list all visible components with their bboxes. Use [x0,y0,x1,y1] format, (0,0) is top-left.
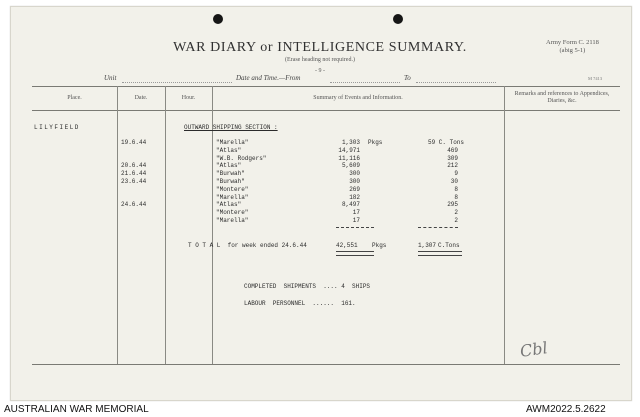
subtotal-rule-tons [418,227,458,228]
column-header-hour: Hour. [181,95,196,101]
row-tons: 2 [454,217,458,224]
row-tons: 9 [454,170,458,178]
column-divider [117,86,118,364]
row-date: 20.6.44 [121,162,147,170]
row-packages: 300 [349,178,360,185]
row-date: 23.6.44 [121,178,147,185]
row-date: 24.6.44 [121,201,147,209]
total-pkgs-unit: Pkgs [372,242,387,249]
footer-reference: AWM2022.5.2622 [526,404,606,415]
row-packages: 269 [349,185,360,193]
row-tons: 8 [454,185,458,193]
unit-line [122,82,232,83]
row-packages: 5,609 [341,162,360,170]
row-ship: "W.B. Rodgers" [216,154,267,162]
row-packages: 8,497 [341,201,360,209]
officer-signature: Cbl [518,338,549,361]
row-packages-unit: Pkgs [368,139,383,146]
form-title: WAR DIARY or INTELLIGENCE SUMMARY. [173,40,467,55]
completed-shipments: COMPLETED SHIPMENTS .... 4 SHIPS [244,283,371,290]
column-header-date: Date. [134,95,148,101]
table-top-rule [32,86,620,87]
row-ship: "Marella" [216,139,249,146]
row-ship: "Burwah" [216,178,245,185]
table-header-rule [32,110,620,111]
form-subtitle: (Erase heading not required.) [285,57,355,63]
punch-hole [393,14,403,24]
from-line [330,82,400,83]
row-ship: "Marella" [216,193,249,201]
row-ship: "Atlas" [216,162,242,170]
row-tons: 469 [447,146,458,154]
column-divider [504,86,505,364]
row-packages: 17 [352,217,360,224]
row-ship: "Marella" [216,217,249,224]
row-ship: "Montere" [216,185,249,193]
punch-hole [213,14,223,24]
row-packages: 1,303 [341,139,360,146]
column-header-remarks: Remarks and references to Appendices, Diaries, &c. [514,91,610,104]
total-tons-unit: C.Tons [438,242,460,249]
total-tons: 1,307 [418,242,437,249]
row-ship: "Atlas" [216,201,242,209]
total-double-rule-pkgs [336,251,374,256]
table-bottom-rule [32,364,620,365]
row-ship: "Burwah" [216,170,245,178]
total-pkgs: 42,551 [336,242,358,249]
row-tons: 30 [450,178,458,185]
row-packages: 14,971 [338,146,360,154]
row-packages: 11,116 [338,154,360,162]
row-tons: 2 [454,209,458,217]
to-label: To [404,74,411,82]
print-code: M 7413 [588,76,603,81]
total-label: T O T A L for week ended 24.6.44 [188,242,307,249]
column-header-summary: Summary of Events and Information. [313,95,403,101]
unit-label: Unit [104,74,117,82]
column-divider [165,86,166,364]
row-packages: 182 [349,193,360,201]
army-form-number: Army Form C. 2118 (abig 5-1) [546,39,599,54]
row-date: 19.6.44 [121,139,147,146]
total-double-rule-tons [418,251,462,256]
footer-institution: AUSTRALIAN WAR MEMORIAL [4,404,149,415]
date-time-label: Date and Time.—From [236,74,301,82]
row-date: 21.6.44 [121,170,147,178]
row-tons: 59 C. Tons [428,139,465,146]
row-tons: 295 [447,201,458,209]
place-name: LILYFIELD [34,124,80,131]
subtotal-rule-pkgs [336,227,374,228]
section-heading: OUTWARD SHIPPING SECTION : [184,124,278,131]
column-header-place: Place. [67,95,82,101]
row-ship: "Montere" [216,209,249,217]
row-packages: 300 [349,170,360,178]
labour-personnel: LABOUR PERSONNEL ...... 161. [244,300,356,307]
row-ship: "Atlas" [216,146,242,154]
row-tons: 8 [454,193,458,201]
page-number: - 9 - [315,68,325,74]
to-line [416,82,496,83]
row-tons: 309 [447,154,458,162]
row-tons: 212 [447,162,458,170]
row-packages: 17 [352,209,360,217]
